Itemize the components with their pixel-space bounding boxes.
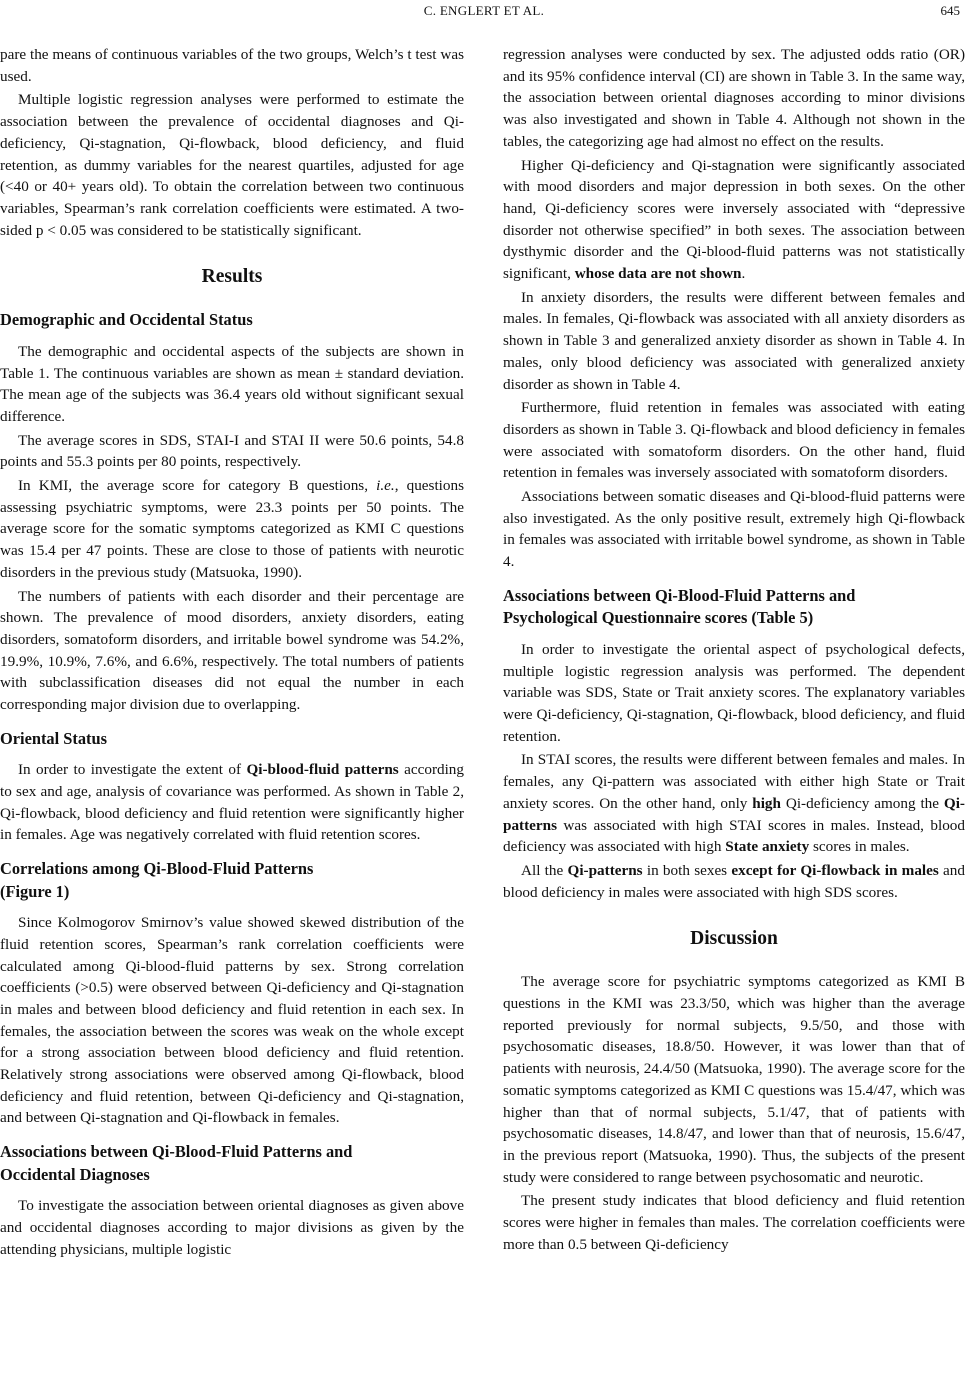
bold-text: Qi-patterns <box>567 861 643 879</box>
heading-line: Associations between Qi-Blood-Fluid Patterns and <box>0 1142 353 1162</box>
text-run: in both sexes <box>642 861 732 879</box>
subsection-heading-psychological <box>503 585 965 630</box>
paragraph: pare the means of continuous variables of the two groups, Welch’s t test was used. <box>0 46 464 85</box>
paragraph: In anxiety disorders, the results were different between females and males. In females, Qi-flowback was associated with all anxiety disorders as shown in Table 3 and generalized anxiety disorder as shown in Table 4. In males, only blood deficiency was associated with generalized anxiety disorder as shown in Table 4. <box>503 288 965 393</box>
paragraph: The average scores in SDS, STAI-I and STAI II were 50.6 points, 54.8 points and 55.3 points per 80 points, respectively. <box>0 431 464 471</box>
heading-line: Occidental Diagnoses <box>0 1164 150 1184</box>
text-run: In STAI scores, the results were different between females and males. In females, any Qi-pattern was associated with either high State or Trait anxiety scores. On the other hand, only <box>503 751 965 812</box>
bold-text: except for Qi-flowback in males <box>731 861 939 879</box>
left-column <box>0 44 464 1260</box>
subsection-heading-associations <box>0 1141 464 1186</box>
subsection-heading-oriental: Oriental Status <box>0 728 107 748</box>
text-run: . <box>741 265 746 283</box>
text-run: Qi-deficiency among the <box>780 794 944 812</box>
paragraph <box>0 475 464 584</box>
paragraph <box>503 155 965 285</box>
paragraph: Since Kolmogorov Smirnov’s value showed skewed distribution of the fluid retention scores, Spearman’s rank correlation coefficients were calculated among Qi-blood-fluid patterns by sex. Strong correlation coefficients (>0.5) were observed between Qi-deficiency and Qi-stagnation in males and between blood deficiency and fluid retention in each sex. In females, the association between the scores was weak on the whole except for a strong association between blood deficiency and fluid retention. Relatively strong associations were observed among Qi-flowback, blood deficiency and fluid retention, between Qi-deficiency and Qi-stagnation, and between Qi-stagnation and Qi-flowback in females. <box>0 914 464 1127</box>
paragraph <box>0 759 464 846</box>
bold-text: high <box>752 794 781 812</box>
heading-line: (Figure 1) <box>0 881 70 901</box>
paragraph: The numbers of patients with each disorder and their percentage are shown. The prevalence of mood disorders, anxiety disorders, eating disorders, somatoform disorders, and irritable bowel syndrome was 54.2%, 19.9%, 10.9%, 7.6%, and 6.6%, respectively. The total numbers of patients with subclassification diseases did not equal the number in each corresponding major division due to overlapping. <box>0 587 464 714</box>
subsection-heading-correlations <box>0 858 464 903</box>
text-run: , questions assessing psychiatric symptoms, were 23.3 points per 50 points. The average score for the somatic symptoms categorized as KMI C questions was 15.4 per 47 points. These are close to those of patients with neurotic disorders in the previous study (Matsuoka, 1990). <box>0 477 464 581</box>
running-head: C. ENGLERT ET AL. <box>423 3 545 18</box>
paragraph: In order to investigate the oriental aspect of psychological defects, multiple logistic regression analysis was performed. The dependent variable was SDS, State or Trait anxiety scores. The explanatory variables were Qi-deficiency, Qi-stagnation, Qi-flowback, blood deficiency, and fluid retention. <box>503 640 965 745</box>
bold-text: Qi-patterns <box>503 794 965 834</box>
italic-text: i.e. <box>376 477 395 495</box>
paragraph: The average score for psychiatric symptoms categorized as KMI B questions in the KMI was 23.3/50, which was higher than the average reported previously for normal subjects, 9.5/50, and those with psychosomatic diseases, 18.8/50. However, it was lower than that of patients with neurosis, 24.4/50 (Matsuoka, 1990). The average score for the somatic symptoms categorized as KMI C questions was 15.4/47, which was higher than that of normal subjects, 5.1/47, that of patients with psychosomatic diseases, 14.8/47, and lower than that of neurosis, 15.6/47, in the previous report (Matsuoka, 1990). Thus, the subjects of the present study were considered to range between psychosomatic and neurotic. <box>503 973 965 1186</box>
right-column <box>503 44 965 1255</box>
bold-text: whose data are not shown <box>574 265 742 283</box>
paragraph: The present study indicates that blood deficiency and fluid retention scores were higher in females than males. The correlation coefficients were more than 0.5 between Qi-deficiency <box>503 1192 965 1253</box>
text-run: was associated with high STAI scores in males. Instead, blood deficiency was associated with high <box>503 816 965 856</box>
paragraph: The demographic and occidental aspects of the subjects are shown in Table 1. The continuous variables are shown as mean ± standard deviation. The mean age of the subjects was 36.4 years old without significant sexual difference. <box>0 342 464 425</box>
bold-text: Qi-blood-fluid patterns <box>246 761 399 779</box>
paragraph: Multiple logistic regression analyses were performed to estimate the association between the prevalence of occidental diagnoses and Qi-deficiency, Qi-stagnation, Qi-flowback, blood deficiency, and fluid retention, as dummy variables for the nearest quartiles, adjusted for age (<40 or 40+ years old). To obtain the correlation between two continuous variables, Spearman’s rank correlation coefficients were estimated. A two-sided p < 0.05 was considered to be statistically significant. <box>0 91 464 239</box>
paragraph: regression analyses were conducted by sex. The adjusted odds ratio (OR) and its 95% confidence interval (CI) are shown in Table 3. In the same way, the association between oriental diagnoses according to minor divisions was also investigated and shown in Table 4. Although not shown in the tables, the categorizing age had almost no effect on the results. <box>503 46 965 150</box>
subsection-heading-demographic: Demographic and Occidental Status <box>0 310 253 330</box>
paragraph: To investigate the association between oriental diagnoses as given above and occidental diagnoses according to major divisions as given by the attending physicians, multiple logistic <box>0 1197 464 1258</box>
paragraph <box>503 860 965 903</box>
text-run: scores in males. <box>809 838 910 856</box>
section-heading-results: Results <box>201 266 263 288</box>
text-run: Higher Qi-deficiency and Qi-stagnation were significantly associated with mood disorders and major depression in both sexes. On the other hand, Qi-deficiency scores were inversely associated with “depressive disorder not otherwise specified” in both sexes. The association between dysthymic disorder and the Qi-blood-fluid patterns was not statistically significant, <box>503 156 965 283</box>
heading-line: Psychological Questionnaire scores (Table 5) <box>503 608 814 628</box>
paragraph <box>503 749 965 858</box>
text-run: according to sex and age, analysis of covariance was performed. As shown in Table 2, Qi-flowback, blood deficiency and fluid retention were significantly higher in females. Age was negatively correlated with fluid retention scores. <box>0 761 464 844</box>
paragraph: Associations between somatic diseases and Qi-blood-fluid patterns were also investigated. As the only positive result, extremely high Qi-flowback in females was associated with irritable bowel syndrome, as shown in Table 4. <box>503 488 965 571</box>
bold-text: State anxiety <box>725 838 810 856</box>
text-run: In order to investigate the extent of <box>18 761 247 779</box>
text-run: In KMI, the average score for category B questions, <box>18 477 377 495</box>
page-number: 645 <box>940 3 960 18</box>
page-header <box>0 0 968 22</box>
paragraph: Furthermore, fluid retention in females was associated with eating disorders as shown in Table 3. Qi-flowback and blood deficiency in females were associated with somatoform disorders. On the other hand, fluid retention in females was inversely associated with somatoform disorders. <box>503 399 965 482</box>
heading-line: Associations between Qi-Blood-Fluid Patterns and <box>503 585 856 605</box>
heading-line: Correlations among Qi-Blood-Fluid Patterns <box>0 859 314 879</box>
text-run: and blood deficiency in males were associated with high SDS scores. <box>503 861 965 901</box>
section-heading-discussion: Discussion <box>690 928 778 950</box>
text-run: All the <box>521 861 568 879</box>
